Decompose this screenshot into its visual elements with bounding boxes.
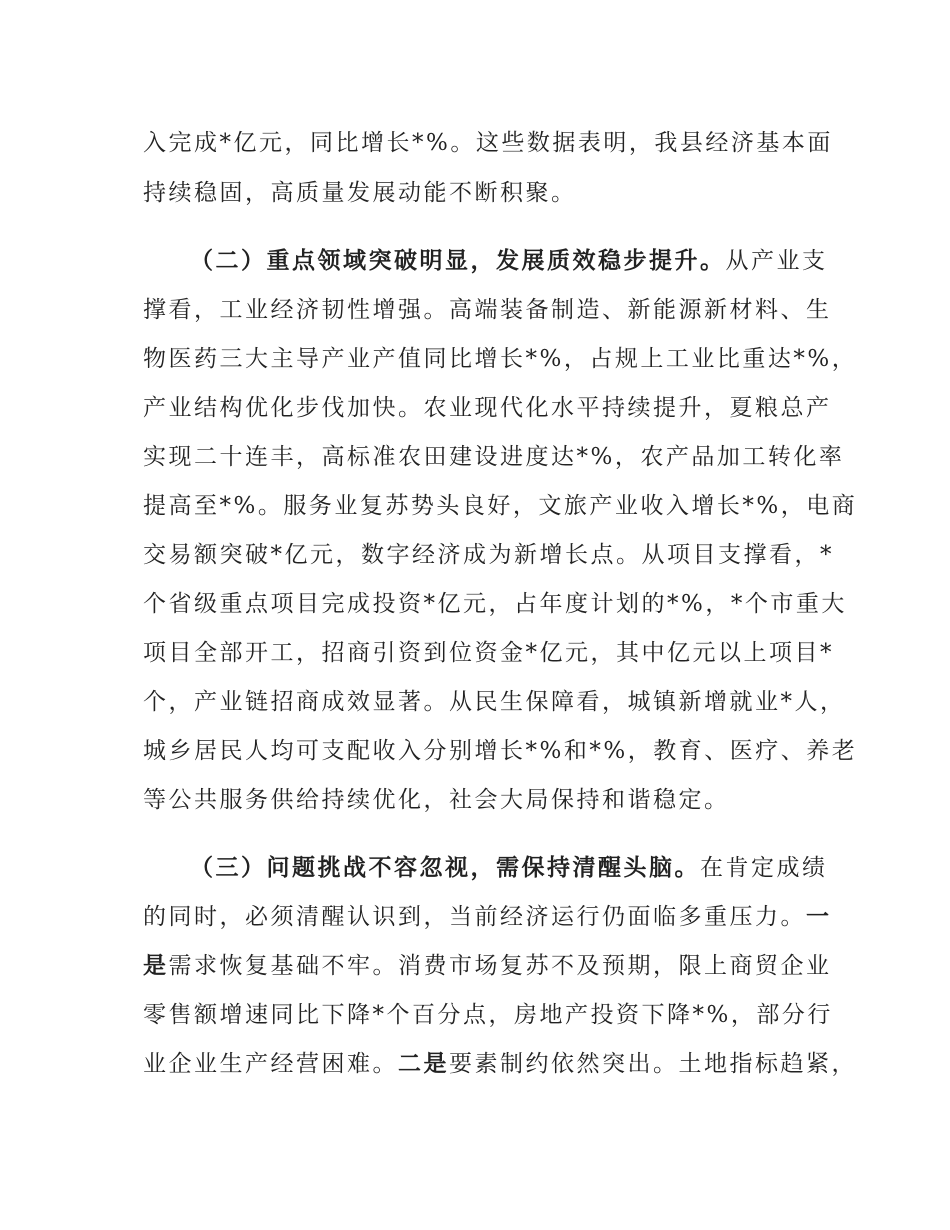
section-2-line: 等公共服务供给持续优化，社会大局保持和谐稳定。 xyxy=(143,787,730,813)
section-2-line: 物医药三大主导产业产值同比增长*%，占规上工业比重达*%， xyxy=(143,346,858,372)
section-3-bold-marker: 一 xyxy=(806,903,832,930)
paragraph-continuation-line-2: 持续稳固，高质量发展动能不断积聚。 xyxy=(143,180,577,206)
section-3-line-text: 业企业生产经营困难。 xyxy=(143,1051,398,1077)
section-2-line: 个，产业链招商成效显著。从民生保障看，城镇新增就业*人， xyxy=(143,689,846,715)
section-2-line: 撑看，工业经济韧性增强。高端装备制造、新能源新材料、生 xyxy=(143,297,832,323)
section-2-first-line xyxy=(190,246,828,276)
section-3-line-text: 需求恢复基础不牢。消费市场复苏不及预期，限上商贸企业 xyxy=(168,953,832,979)
paragraph-continuation-line-1: 入完成*亿元，同比增长*%。这些数据表明，我县经济基本面 xyxy=(143,130,833,156)
section-3-bold-marker: 二是 xyxy=(398,1050,449,1077)
section-2-line: 产业结构优化步伐加快。农业现代化水平持续提升，夏粮总产 xyxy=(143,395,832,421)
section-3-line xyxy=(143,902,832,932)
section-2-first-line-text: 从产业支 xyxy=(725,248,828,274)
section-3-line: 零售额增速同比下降*个百分点，房地产投资下降*%，部分行 xyxy=(143,1002,833,1028)
section-3-line-text: 要素制约依然突出。土地指标趋紧， xyxy=(449,1051,857,1077)
section-3-bold-marker: 是 xyxy=(143,952,169,979)
section-3-line-text: 的同时，必须清醒认识到，当前经济运行仍面临多重压力。 xyxy=(143,904,806,930)
section-3-first-line-text: 在肯定成绩 xyxy=(700,855,828,881)
section-2-line: 个省级重点项目完成投资*亿元，占年度计划的*%，*个市重大 xyxy=(143,591,847,617)
section-2-line: 交易额突破*亿元，数字经济成为新增长点。从项目支撑看，* xyxy=(143,542,834,568)
section-2-line: 项目全部开工，招商引资到位资金*亿元，其中亿元以上项目* xyxy=(143,640,834,666)
section-2-heading: （二）重点领域突破明显，发展质效稳步提升。 xyxy=(190,247,726,274)
section-3-first-line xyxy=(190,853,828,883)
section-3-line xyxy=(143,1049,857,1079)
section-2-line: 城乡居民人均可支配收入分别增长*%和*%，教育、医疗、养老 xyxy=(143,738,858,764)
section-3-line xyxy=(143,951,832,981)
section-2-line: 实现二十连丰，高标准农田建设进度达*%，农产品加工转化率 xyxy=(143,444,845,470)
section-2-line: 提高至*%。服务业复苏势头良好，文旅产业收入增长*%，电商 xyxy=(143,493,858,519)
section-3-heading: （三）问题挑战不容忽视，需保持清醒头脑。 xyxy=(190,854,700,881)
